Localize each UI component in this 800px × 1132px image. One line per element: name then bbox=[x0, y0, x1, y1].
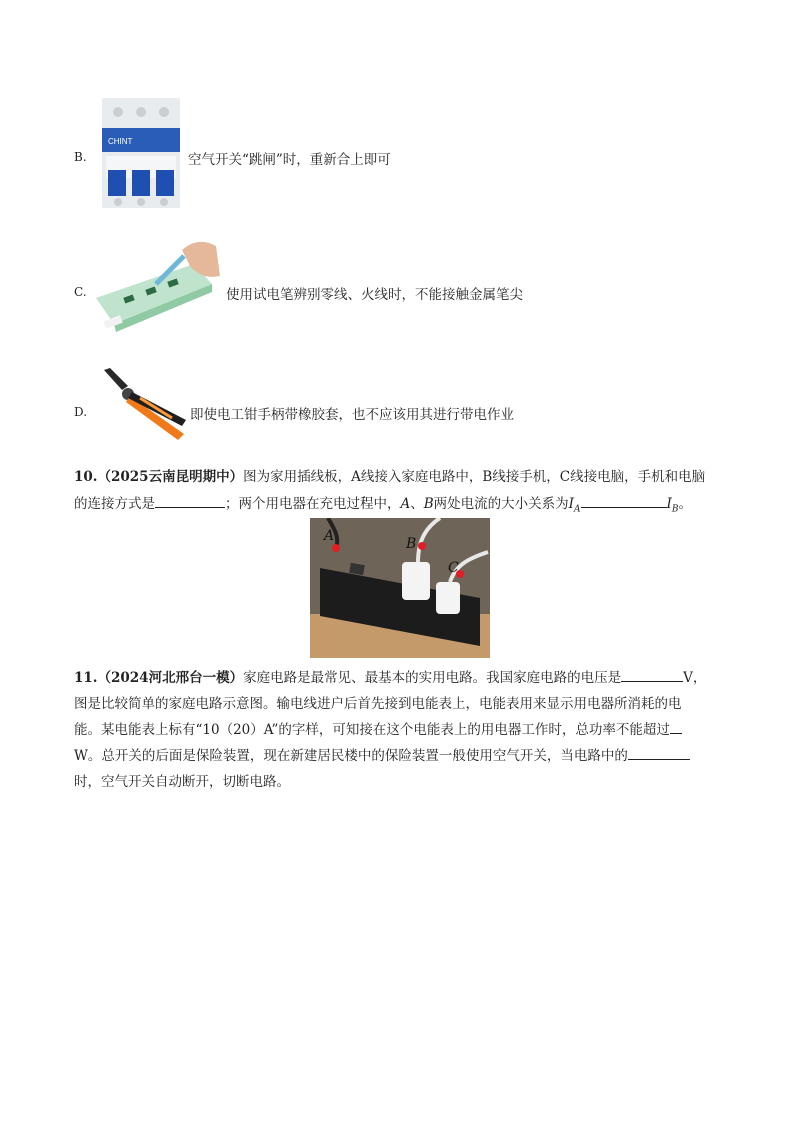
q10-line-1 bbox=[74, 465, 705, 489]
q11-line-3 bbox=[74, 718, 682, 742]
photo-label-c: C bbox=[448, 560, 459, 576]
q11-number: 11. bbox=[74, 670, 98, 686]
photo-label-b: B bbox=[406, 536, 417, 552]
q11-text-4a: W。总开关的后面是保险装置，现在新建居民楼中的保险装置一般使用空气开关，当电路中的 bbox=[74, 748, 628, 764]
option-c-text: 使用试电笔辨别零线、火线时，不能接触金属笔尖 bbox=[226, 287, 523, 303]
q10-blank-current[interactable] bbox=[581, 493, 667, 508]
q11-blank-voltage[interactable] bbox=[621, 667, 683, 682]
q10-var-a: A bbox=[400, 496, 411, 512]
q11-line-2: 图是比较简单的家庭电路示意图。输电线进户后首先接到电能表上，电能表用来显示用电器所消耗的电 bbox=[74, 696, 682, 712]
q10-sep: 、 bbox=[410, 496, 424, 512]
test-pen-power-strip-image bbox=[94, 236, 224, 336]
q11-text-1a: 家庭电路是最常见、最基本的实用电路。我国家庭电路的电压是 bbox=[243, 670, 622, 686]
q10-source: （2025云南昆明期中） bbox=[97, 469, 244, 485]
option-d-letter: D. bbox=[74, 405, 88, 419]
power-strip-photo bbox=[310, 518, 490, 658]
q11-source: （2024河北邢台一模） bbox=[97, 670, 244, 686]
q11-line-1 bbox=[74, 666, 706, 690]
q11-blank-power[interactable] bbox=[670, 719, 682, 734]
q10-ib: I bbox=[666, 496, 672, 512]
q11-line-5: 时，空气开关自动断开，切断电路。 bbox=[74, 774, 290, 790]
q10-var-b: B bbox=[423, 496, 434, 512]
q10-text-2b: ；两个用电器在充电过程中， bbox=[225, 496, 401, 512]
q11-text-3: 能。某电能表上标有“10（20）A”的字样，可知接在这个电能表上的用电器工作时，总功率不能超过 bbox=[74, 722, 670, 738]
q10-period: 。 bbox=[678, 496, 692, 512]
q10-text-1: 图为家用插线板，A线接入家庭电路中，B线接手机，C线接电脑，手机和电脑 bbox=[243, 469, 706, 485]
pliers-image bbox=[100, 368, 190, 444]
option-b-letter: B. bbox=[74, 150, 87, 164]
photo-label-a: A bbox=[324, 528, 335, 544]
q10-ia-sub: A bbox=[574, 504, 581, 515]
q10-text-2a: 的连接方式是 bbox=[74, 496, 155, 512]
option-b-text: 空气开关“跳闸”时，重新合上即可 bbox=[188, 152, 391, 168]
q10-text-2d: 两处电流的大小关系为 bbox=[433, 496, 569, 512]
q10-ib-sub: B bbox=[671, 504, 679, 515]
breaker-brand-label: CHINT bbox=[108, 137, 133, 146]
q10-blank-connection[interactable] bbox=[155, 493, 225, 508]
q10-ia: I bbox=[568, 496, 575, 512]
q10-number: 10. bbox=[74, 469, 98, 485]
circuit-breaker-image bbox=[100, 98, 182, 208]
option-d-text: 即使电工钳手柄带橡胶套，也不应该用其进行带电作业 bbox=[190, 407, 514, 423]
q11-line-4 bbox=[74, 744, 690, 768]
q11-text-1b: V， bbox=[683, 670, 707, 686]
option-c-letter: C. bbox=[74, 285, 87, 299]
q11-blank-condition[interactable] bbox=[628, 745, 690, 760]
